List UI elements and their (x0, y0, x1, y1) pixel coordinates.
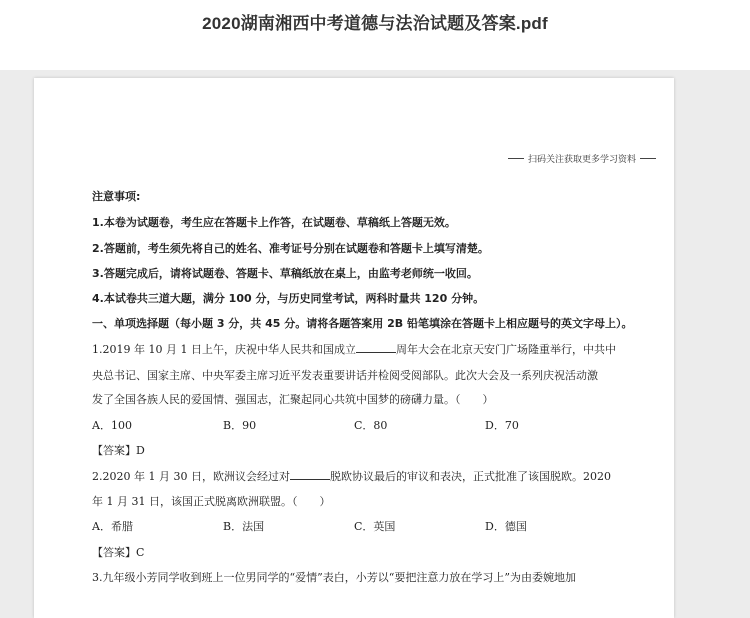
q1-option-d: D．70 (485, 419, 519, 432)
q2-answer: 【答案】C (92, 546, 145, 559)
title-bar (0, 0, 750, 70)
document-title: 2020湖南湘西中考道德与法治试题及答案.pdf (202, 14, 548, 33)
q1-answer: 【答案】D (92, 444, 145, 457)
q2-text-a: 2.2020 年 1 月 30 日，欧洲议会经过对 (92, 470, 290, 483)
q1-option-c: C．80 (354, 419, 388, 432)
q1-text-b: 周年大会在北京天安门广场隆重举行，中共中 (395, 343, 616, 356)
dash-left (508, 158, 524, 159)
q2-option-b: B．法国 (223, 520, 265, 533)
q2-text-b: 脱欧协议最后的审议和表决，正式批准了该国脱欧。2020 (329, 470, 611, 483)
q2-option-c: C．英国 (354, 520, 396, 533)
question-1-line (92, 341, 616, 357)
scan-note (508, 152, 656, 165)
scan-note-text: 扫码关注获取更多学习资料 (527, 154, 636, 164)
notice-item: 1.本卷为试题卷，考生应在答题卡上作答，在试题卷、草稿纸上答题无效。 (92, 216, 456, 229)
q2-option-a: A．希腊 (92, 520, 133, 533)
notice-item: 3.答题完成后，请将试题卷、答题卡、草稿纸放在桌上，由监考老师统一收回。 (92, 267, 478, 280)
q1-option-a: A．100 (92, 419, 132, 432)
answer-blank (356, 342, 396, 353)
dash-right (640, 158, 656, 159)
q1-option-b: B．90 (223, 419, 257, 432)
pdf-page (34, 78, 674, 618)
question-2-line: 年 1 月 31 日，该国正式脱离欧洲联盟。（ ） (92, 495, 331, 508)
notice-item: 4.本试卷共三道大题，满分 100 分，与历史同堂考试，两科时量共 120 分钟。 (92, 292, 485, 305)
question-3-line: 3.九年级小芳同学收到班上一位男同学的“爱情”表白，小芳以“要把注意力放在学习上”为由委婉地加 (92, 571, 576, 584)
q1-text-a: 1.2019 年 10 月 1 日上午，庆祝中华人民共和国成立 (92, 343, 356, 356)
question-1-line: 央总书记、国家主席、中央军委主席习近平发表重要讲话并检阅受阅部队。此次大会及一系列庆祝活动激 (92, 369, 598, 382)
question-2-line (92, 468, 611, 484)
answer-blank (290, 469, 330, 480)
q2-option-d: D．德国 (485, 520, 527, 533)
notice-title: 注意事项: (92, 190, 141, 203)
question-1-line: 发了全国各族人民的爱国情、强国志，汇聚起同心共筑中国梦的磅礴力量。（ ） (92, 393, 494, 406)
section-title: 一、单项选择题（每小题 3 分，共 45 分。请将各题答案用 2B 铅笔填涂在答题卡上相应题号的英文字母上）。 (92, 317, 633, 330)
notice-item: 2.答题前，考生须先将自己的姓名、准考证号分别在试题卷和答题卡上填写清楚。 (92, 242, 489, 255)
